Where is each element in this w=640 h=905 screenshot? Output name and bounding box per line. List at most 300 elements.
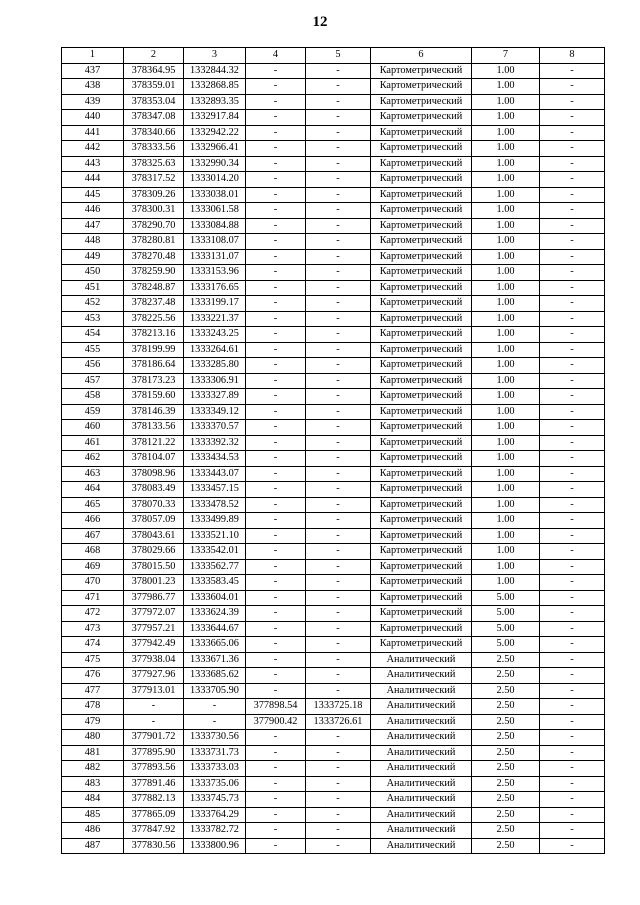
table-cell: 1.00 [472, 296, 540, 312]
table-cell: 1333264.61 [184, 342, 246, 358]
table-cell: Аналитический [371, 745, 472, 761]
table-cell: - [540, 172, 605, 188]
table-row [62, 389, 605, 405]
table-cell: 378237.48 [124, 296, 184, 312]
table-cell: Картометрический [371, 141, 472, 157]
table-cell: 1333685.62 [184, 668, 246, 684]
table-cell: - [540, 544, 605, 560]
table-cell: - [306, 79, 371, 95]
table-cell: 1.00 [472, 249, 540, 265]
table-cell: 1333153.96 [184, 265, 246, 281]
table-cell: 1.00 [472, 79, 540, 95]
table-cell: 1.00 [472, 234, 540, 250]
table-cell: 1333478.52 [184, 497, 246, 513]
table-cell: 1333624.39 [184, 606, 246, 622]
table-cell: 1.00 [472, 172, 540, 188]
table-row [62, 404, 605, 420]
table-cell: - [246, 280, 306, 296]
table-row [62, 451, 605, 467]
table-cell: - [184, 699, 246, 715]
table-cell: Аналитический [371, 730, 472, 746]
table-cell: 2.50 [472, 668, 540, 684]
table-cell: Картометрический [371, 528, 472, 544]
table-cell: - [246, 668, 306, 684]
table-row [62, 714, 605, 730]
table-cell: 457 [62, 373, 124, 389]
table-cell: 378070.33 [124, 497, 184, 513]
table-cell: 1333221.37 [184, 311, 246, 327]
table-cell: - [306, 652, 371, 668]
table-cell: - [246, 141, 306, 157]
column-header: 5 [306, 48, 371, 64]
table-cell: 459 [62, 404, 124, 420]
table-cell: 1333764.29 [184, 807, 246, 823]
table-cell: - [306, 311, 371, 327]
table-cell: Картометрический [371, 559, 472, 575]
table-row [62, 745, 605, 761]
table-cell: - [184, 714, 246, 730]
table-row [62, 125, 605, 141]
table-cell: - [246, 234, 306, 250]
table-cell: - [540, 373, 605, 389]
table-cell: - [306, 528, 371, 544]
table-cell: 378309.26 [124, 187, 184, 203]
table-cell: 378199.99 [124, 342, 184, 358]
table-cell: 453 [62, 311, 124, 327]
table-cell: Аналитический [371, 792, 472, 808]
table-cell: 2.50 [472, 776, 540, 792]
table-cell: - [540, 296, 605, 312]
table-cell: - [306, 249, 371, 265]
table-row [62, 110, 605, 126]
table-cell: - [540, 218, 605, 234]
table-body [62, 63, 605, 854]
table-cell: 2.50 [472, 714, 540, 730]
table-cell: 1333392.32 [184, 435, 246, 451]
table-cell: Картометрический [371, 156, 472, 172]
table-cell: 440 [62, 110, 124, 126]
table-cell: - [246, 249, 306, 265]
table-cell: - [540, 730, 605, 746]
table-cell: Картометрический [371, 389, 472, 405]
table-cell: - [306, 110, 371, 126]
table-cell: - [306, 420, 371, 436]
table-cell: 438 [62, 79, 124, 95]
table-cell: - [540, 714, 605, 730]
table-row [62, 466, 605, 482]
table-cell: 378173.23 [124, 373, 184, 389]
table-cell: 484 [62, 792, 124, 808]
table-cell: 1.00 [472, 203, 540, 219]
table-cell: - [246, 575, 306, 591]
table-cell: 1.00 [472, 156, 540, 172]
table-cell: - [306, 838, 371, 854]
table-cell: 473 [62, 621, 124, 637]
table-cell: - [124, 714, 184, 730]
table-cell: 378317.52 [124, 172, 184, 188]
table-row [62, 823, 605, 839]
table-cell: - [246, 482, 306, 498]
table-cell: 1332917.84 [184, 110, 246, 126]
table-cell: 378300.31 [124, 203, 184, 219]
table-cell: 1333176.65 [184, 280, 246, 296]
table-cell: 378121.22 [124, 435, 184, 451]
table-cell: - [246, 513, 306, 529]
table-cell: 2.50 [472, 761, 540, 777]
table-cell: - [246, 683, 306, 699]
table-cell: 1333745.73 [184, 792, 246, 808]
table-cell: 378186.64 [124, 358, 184, 374]
table-cell: 2.50 [472, 652, 540, 668]
table-row [62, 342, 605, 358]
table-cell: - [306, 218, 371, 234]
table-cell: Аналитический [371, 823, 472, 839]
table-row [62, 94, 605, 110]
table-cell: 1333243.25 [184, 327, 246, 343]
table-cell: - [306, 327, 371, 343]
table-cell: 474 [62, 637, 124, 653]
table-cell: 377865.09 [124, 807, 184, 823]
table-cell: 1.00 [472, 497, 540, 513]
table-cell: 1.00 [472, 466, 540, 482]
table-cell: - [246, 311, 306, 327]
table-cell: 485 [62, 807, 124, 823]
table-row [62, 172, 605, 188]
table-row [62, 606, 605, 622]
table-cell: 486 [62, 823, 124, 839]
table-cell: - [246, 125, 306, 141]
table-row [62, 528, 605, 544]
table-cell: - [306, 761, 371, 777]
table-cell: - [306, 342, 371, 358]
table-cell: - [306, 63, 371, 79]
table-cell: 1333562.77 [184, 559, 246, 575]
table-row [62, 79, 605, 95]
table-row [62, 156, 605, 172]
table-cell: 377847.92 [124, 823, 184, 839]
table-cell: 466 [62, 513, 124, 529]
table-cell: 1332990.34 [184, 156, 246, 172]
table-cell: - [540, 435, 605, 451]
table-cell: 378248.87 [124, 280, 184, 296]
table-cell: 1333735.06 [184, 776, 246, 792]
table-row [62, 203, 605, 219]
table-cell: - [306, 559, 371, 575]
table-cell: Картометрический [371, 203, 472, 219]
table-cell: - [246, 807, 306, 823]
table-cell: 468 [62, 544, 124, 560]
table-cell: - [246, 187, 306, 203]
table-cell: Картометрический [371, 497, 472, 513]
table-cell: - [540, 637, 605, 653]
table-cell: 454 [62, 327, 124, 343]
table-cell: - [246, 327, 306, 343]
table-cell: - [540, 792, 605, 808]
table-cell: 1332966.41 [184, 141, 246, 157]
table-cell: 1.00 [472, 404, 540, 420]
table-cell: - [246, 265, 306, 281]
table-cell: Картометрический [371, 482, 472, 498]
table-row [62, 63, 605, 79]
table-row [62, 296, 605, 312]
table-cell: 5.00 [472, 621, 540, 637]
table-cell: 1333199.17 [184, 296, 246, 312]
table-row [62, 311, 605, 327]
table-cell: - [246, 63, 306, 79]
table-cell: 378098.96 [124, 466, 184, 482]
table-cell: 377942.49 [124, 637, 184, 653]
table-cell: 1333084.88 [184, 218, 246, 234]
table-cell: 1.00 [472, 420, 540, 436]
table-cell: - [306, 637, 371, 653]
table-cell: 378364.95 [124, 63, 184, 79]
table-cell: 1333131.07 [184, 249, 246, 265]
table-cell: - [306, 497, 371, 513]
table-cell: - [540, 513, 605, 529]
table-cell: Картометрический [371, 79, 472, 95]
table-cell: Картометрический [371, 358, 472, 374]
table-cell: - [246, 466, 306, 482]
table-cell: 1333443.07 [184, 466, 246, 482]
table-cell: 378159.60 [124, 389, 184, 405]
table-cell: 1.00 [472, 342, 540, 358]
table-cell: 1.00 [472, 63, 540, 79]
table-cell: 1333327.89 [184, 389, 246, 405]
table-cell: 377972.07 [124, 606, 184, 622]
table-cell: 1.00 [472, 311, 540, 327]
table-row [62, 683, 605, 699]
table-cell: 1.00 [472, 141, 540, 157]
table-row [62, 590, 605, 606]
table-cell: - [306, 606, 371, 622]
table-cell: 487 [62, 838, 124, 854]
table-cell: Картометрический [371, 249, 472, 265]
table-cell: - [246, 652, 306, 668]
table-cell: - [246, 621, 306, 637]
table-cell: 1.00 [472, 528, 540, 544]
table-cell: - [540, 404, 605, 420]
table-cell: Картометрический [371, 373, 472, 389]
table-row [62, 187, 605, 203]
table-cell: 1.00 [472, 373, 540, 389]
table-row [62, 141, 605, 157]
table-cell: - [246, 203, 306, 219]
table-cell: - [306, 730, 371, 746]
table-cell: - [306, 187, 371, 203]
table-cell: - [306, 389, 371, 405]
table-cell: Картометрический [371, 637, 472, 653]
table-cell: Картометрический [371, 265, 472, 281]
table-cell: 1333665.06 [184, 637, 246, 653]
table-cell: - [306, 404, 371, 420]
table-cell: 377986.77 [124, 590, 184, 606]
table-cell: 377957.21 [124, 621, 184, 637]
table-cell: 1.00 [472, 265, 540, 281]
table-cell: - [540, 590, 605, 606]
table-cell: 378353.04 [124, 94, 184, 110]
table-cell: Картометрический [371, 218, 472, 234]
table-cell: 377927.96 [124, 668, 184, 684]
table-cell: - [306, 203, 371, 219]
table-cell: 378333.56 [124, 141, 184, 157]
table-cell: 482 [62, 761, 124, 777]
table-cell: - [540, 327, 605, 343]
table-cell: 1.00 [472, 218, 540, 234]
table-cell: - [246, 435, 306, 451]
table-cell: 1333583.45 [184, 575, 246, 591]
table-cell: - [540, 668, 605, 684]
table-cell: - [306, 234, 371, 250]
table-cell: 377913.01 [124, 683, 184, 699]
table-cell: - [540, 358, 605, 374]
table-cell: 378270.48 [124, 249, 184, 265]
column-header: 6 [371, 48, 472, 64]
table-cell: - [306, 513, 371, 529]
table-cell: - [306, 373, 371, 389]
table-cell: - [306, 745, 371, 761]
column-header: 8 [540, 48, 605, 64]
table-cell: 1.00 [472, 559, 540, 575]
table-cell: - [540, 466, 605, 482]
table-cell: - [306, 451, 371, 467]
table-cell: 1333644.67 [184, 621, 246, 637]
table-cell: - [540, 575, 605, 591]
table-cell: - [540, 683, 605, 699]
table-cell: 5.00 [472, 590, 540, 606]
table-cell: 437 [62, 63, 124, 79]
table-cell: 377898.54 [246, 699, 306, 715]
table-cell: 470 [62, 575, 124, 591]
table-cell: - [540, 311, 605, 327]
table-cell: 465 [62, 497, 124, 513]
table-cell: 483 [62, 776, 124, 792]
table-cell: - [540, 79, 605, 95]
table-cell: - [540, 203, 605, 219]
column-header: 1 [62, 48, 124, 64]
table-cell: - [540, 652, 605, 668]
table-cell: Картометрический [371, 575, 472, 591]
table-cell: - [246, 590, 306, 606]
table-cell: - [246, 637, 306, 653]
table-cell: 1333671.36 [184, 652, 246, 668]
table-cell: Картометрический [371, 94, 472, 110]
table-cell: 1.00 [472, 513, 540, 529]
table-cell: - [540, 559, 605, 575]
table-cell: - [246, 745, 306, 761]
table-cell: - [246, 451, 306, 467]
table-cell: 445 [62, 187, 124, 203]
table-row [62, 280, 605, 296]
table-cell: - [124, 699, 184, 715]
table-cell: Аналитический [371, 776, 472, 792]
column-header: 2 [124, 48, 184, 64]
table-cell: 1333306.91 [184, 373, 246, 389]
table-cell: 1.00 [472, 544, 540, 560]
table-cell: 1333733.03 [184, 761, 246, 777]
table-cell: 378001.23 [124, 575, 184, 591]
table-row [62, 776, 605, 792]
table-cell: 1.00 [472, 389, 540, 405]
table-row [62, 559, 605, 575]
table-cell: 455 [62, 342, 124, 358]
table-cell: - [246, 761, 306, 777]
table-cell: 2.50 [472, 838, 540, 854]
table-cell: - [306, 590, 371, 606]
table-cell: - [540, 451, 605, 467]
table-cell: 378133.56 [124, 420, 184, 436]
table-cell: - [246, 358, 306, 374]
table-cell: - [246, 79, 306, 95]
table-cell: - [246, 94, 306, 110]
table-cell: - [540, 838, 605, 854]
page-number: 12 [312, 14, 328, 30]
table-cell: 1333457.15 [184, 482, 246, 498]
table-cell: 1333730.56 [184, 730, 246, 746]
table-cell: 460 [62, 420, 124, 436]
table-cell: - [306, 280, 371, 296]
table-cell: 449 [62, 249, 124, 265]
table-cell: - [306, 466, 371, 482]
table-cell: Картометрический [371, 280, 472, 296]
table-cell: - [540, 156, 605, 172]
table-cell: Аналитический [371, 838, 472, 854]
table-cell: 478 [62, 699, 124, 715]
table-cell: - [540, 497, 605, 513]
table-cell: 461 [62, 435, 124, 451]
table-cell: 378146.39 [124, 404, 184, 420]
table-cell: 1333705.90 [184, 683, 246, 699]
table-cell: - [246, 559, 306, 575]
table-cell: Аналитический [371, 807, 472, 823]
table-cell: 1332942.22 [184, 125, 246, 141]
table-cell: - [246, 730, 306, 746]
table-row [62, 497, 605, 513]
table-cell: 477 [62, 683, 124, 699]
table-cell: 1.00 [472, 94, 540, 110]
table-cell: - [306, 265, 371, 281]
table-cell: 444 [62, 172, 124, 188]
table-cell: 1333038.01 [184, 187, 246, 203]
table-cell: Картометрический [371, 420, 472, 436]
table-cell: - [306, 668, 371, 684]
table-cell: 1332893.35 [184, 94, 246, 110]
table-cell: - [306, 544, 371, 560]
table-cell: 5.00 [472, 606, 540, 622]
table-cell: - [306, 807, 371, 823]
table-cell: 452 [62, 296, 124, 312]
table-cell: 1.00 [472, 280, 540, 296]
table-cell: - [306, 776, 371, 792]
table-cell: 481 [62, 745, 124, 761]
table-cell: - [306, 575, 371, 591]
table-cell: 447 [62, 218, 124, 234]
table-row [62, 621, 605, 637]
table-cell: 1.00 [472, 451, 540, 467]
table-cell: 378259.90 [124, 265, 184, 281]
table-row [62, 373, 605, 389]
table-cell: 462 [62, 451, 124, 467]
table-cell: Аналитический [371, 699, 472, 715]
table-cell: Картометрический [371, 435, 472, 451]
table-cell: - [540, 420, 605, 436]
table-cell: - [246, 606, 306, 622]
table-cell: 471 [62, 590, 124, 606]
table-cell: 472 [62, 606, 124, 622]
table-row [62, 513, 605, 529]
table-cell: - [246, 110, 306, 126]
table-cell: 2.50 [472, 792, 540, 808]
table-cell: - [540, 141, 605, 157]
